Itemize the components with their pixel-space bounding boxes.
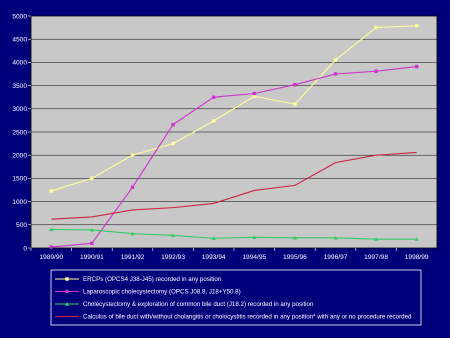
y-tick-label: 2500 xyxy=(12,129,27,137)
data-point xyxy=(90,177,93,180)
x-tick-label: 1990/91 xyxy=(79,254,104,261)
y-tick-label: 3500 xyxy=(12,82,27,90)
data-point xyxy=(50,245,53,248)
x-tick-label: 1995/96 xyxy=(282,254,307,261)
data-point xyxy=(50,189,53,192)
data-point xyxy=(171,142,174,145)
legend-label: Calculus of bile duct with/without cholangitis or cholocystitis recorded in any position* with any or no procedure recorded xyxy=(83,313,412,321)
data-point xyxy=(415,24,418,27)
y-tick-label: 0 xyxy=(23,245,27,253)
x-axis xyxy=(31,248,429,261)
y-tick-label: 3000 xyxy=(12,106,27,114)
data-point xyxy=(334,58,337,61)
data-point xyxy=(293,83,296,86)
data-point xyxy=(415,65,418,68)
x-tick-label: 1992/93 xyxy=(161,254,186,261)
y-tick-label: 2000 xyxy=(12,152,27,160)
x-tick-label: 1997/98 xyxy=(364,254,389,261)
data-point xyxy=(212,119,215,122)
y-tick-label: 500 xyxy=(15,222,27,230)
data-point xyxy=(131,154,134,157)
data-point xyxy=(212,96,215,99)
y-tick-label: 1500 xyxy=(12,175,27,183)
data-point xyxy=(253,92,256,95)
x-tick-label: 1994/95 xyxy=(242,254,267,261)
data-point xyxy=(65,277,68,280)
legend-label: Cholecystectomy & exploration of common bile duct (J18.2) recorded in any position xyxy=(83,301,314,309)
data-point xyxy=(171,123,174,126)
x-tick-label: 1996/97 xyxy=(323,254,348,261)
y-tick-label: 5000 xyxy=(12,13,27,21)
x-tick-label: 1998/99 xyxy=(404,254,429,261)
legend-label: Laparoscopic cholecystectomy (OPCS J08.8, J18+Y50.8) xyxy=(83,288,241,296)
y-tick-label: 4000 xyxy=(12,59,27,67)
data-point xyxy=(90,242,93,245)
data-point xyxy=(334,72,337,75)
x-tick-label: 1989/90 xyxy=(39,254,64,261)
data-point xyxy=(131,186,134,189)
y-tick-label: 4500 xyxy=(12,36,27,44)
x-tick-label: 1991/92 xyxy=(120,254,145,261)
legend-label: ERCPs (OPCS4 J38-J45) recorded in any position xyxy=(83,276,222,284)
data-point xyxy=(374,26,377,29)
y-axis xyxy=(12,13,31,252)
data-point xyxy=(374,70,377,73)
x-tick-label: 1993/94 xyxy=(201,254,226,261)
y-tick-label: 1000 xyxy=(12,198,27,206)
data-point xyxy=(293,102,296,105)
data-point xyxy=(65,290,68,293)
